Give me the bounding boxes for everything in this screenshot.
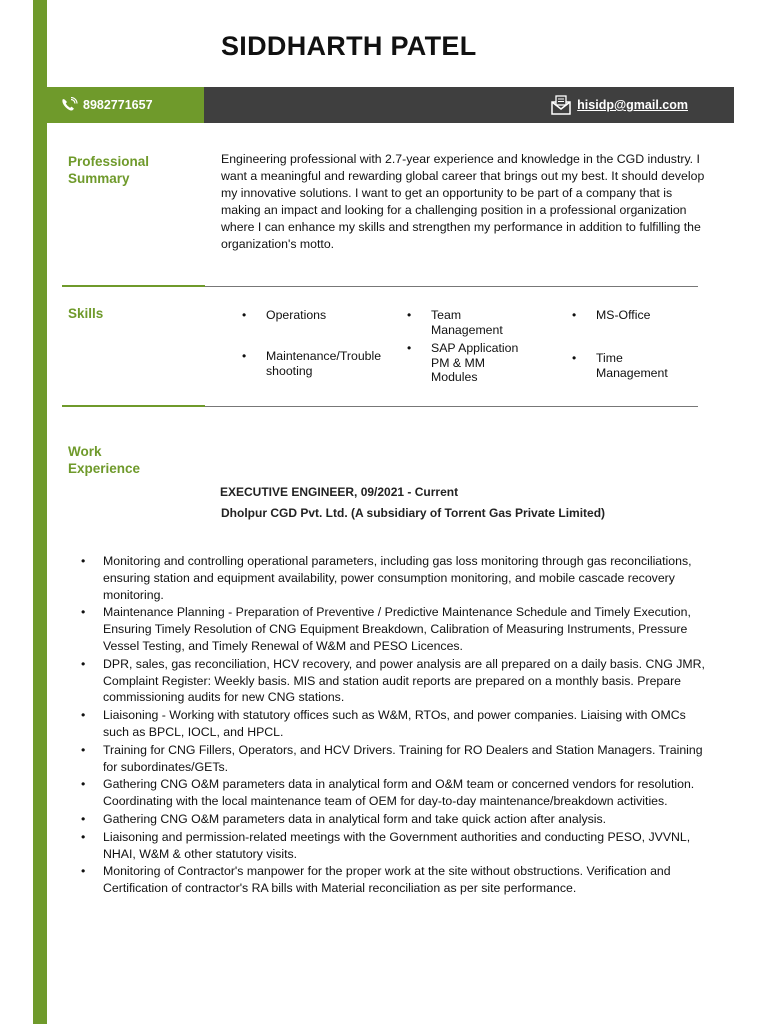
experience-title-line1: Work bbox=[68, 444, 102, 459]
experience-section-title bbox=[68, 443, 140, 477]
phone-icon bbox=[60, 97, 78, 113]
summary-title-line2: Summary bbox=[68, 171, 130, 186]
summary-text: Engineering professional with 2.7-year experience and knowledge in the CGD industry. I want a meaningful and rewarding global career that brings out my best. It should develop my innovative solutions. I want to get an opportunity to be part of a company that is making an impact and looking for a challenging position in a professional organization where I can enhance my skills and strengthen my performance in addition to fulfilling the organization's motto. bbox=[221, 152, 705, 251]
summary-title-line1: Professional bbox=[68, 154, 150, 169]
skill-item: • Maintenance/Trouble shooting bbox=[242, 349, 338, 378]
duties-list bbox=[81, 553, 711, 898]
section-divider-accent bbox=[62, 285, 205, 287]
duty-item: • Liaisoning - Working with statutory offices such as W&M, RTOs, and power companies. Liaising with OMCs such as BPCL, IOCL, and HPCL. bbox=[81, 707, 711, 741]
skill-item: • SAP Application PM & MM Modules bbox=[407, 341, 523, 385]
duty-item: • Monitoring and controlling operational parameters, including gas loss monitoring through gas reconciliations, ensuring station and equipment availability, power consumption monitoring, and mobile cascade recovery monitoring. bbox=[81, 553, 711, 603]
email-icon bbox=[550, 94, 572, 116]
email-link[interactable]: hisidp@gmail.com bbox=[577, 98, 688, 112]
duty-item: • Liaisoning and permission-related meetings with the Government authorities and conducting PESO, JVVNL, NHAI, W&M & other statutory visits. bbox=[81, 829, 711, 863]
section-divider-accent bbox=[62, 405, 205, 407]
company-name: Dholpur CGD Pvt. Ltd. (A subsidiary of Torrent Gas Private Limited) bbox=[221, 506, 606, 520]
left-accent-bar bbox=[33, 0, 47, 1024]
email-bar bbox=[204, 87, 734, 123]
duty-item: • Monitoring of Contractor's manpower for the proper work at the site without obstructions. Verification and Certification of contractor's RA bills with Material reconciliation as per site performance. bbox=[81, 863, 711, 897]
skill-item: • Time Management bbox=[572, 351, 692, 380]
duty-item: • Training for CNG Fillers, Operators, and HCV Drivers. Training for RO Dealers and Station Managers. Training for subordinates/GETs. bbox=[81, 742, 711, 776]
duty-item: • Maintenance Planning - Preparation of Preventive / Predictive Maintenance Schedule and Timely Execution, Ensuring Timely Resolution of CNG Equipment Breakdown, Calibration of Measuring Instruments, Pressure Vessel Testing, and Timely Renewal of W&M and PESO Licences. bbox=[81, 604, 711, 654]
phone-bar bbox=[47, 87, 204, 123]
phone-number[interactable]: 8982771657 bbox=[83, 98, 153, 112]
duty-item: • Gathering CNG O&M parameters data in analytical form and O&M team or concerned vendors for resolution. Coordinating with the local maintenance team of OEM for day-to-day maintenance/breakdown activities. bbox=[81, 776, 711, 810]
experience-title-line2: Experience bbox=[68, 461, 141, 476]
duty-item: • Gathering CNG O&M parameters data in analytical form and take quick action after analysis. bbox=[81, 811, 711, 828]
job-title: EXECUTIVE ENGINEER, 09/2021 - Current bbox=[220, 485, 459, 499]
candidate-name: SIDDHARTH PATEL bbox=[221, 31, 477, 61]
duty-item: • DPR, sales, gas reconciliation, HCV recovery, and power analysis are all prepared on a daily basis. CNG JMR, Complaint Register: Weekly basis. MIS and station audit reports are prepared on a monthly basis. Prepare commissioning audits for new CNG stations. bbox=[81, 656, 711, 706]
skill-item: • Team Management bbox=[407, 308, 527, 337]
summary-section-title bbox=[68, 153, 149, 187]
skill-item: • MS-Office bbox=[572, 308, 692, 323]
skill-item: • Operations bbox=[242, 308, 382, 323]
skills-section-title: Skills bbox=[68, 306, 104, 321]
